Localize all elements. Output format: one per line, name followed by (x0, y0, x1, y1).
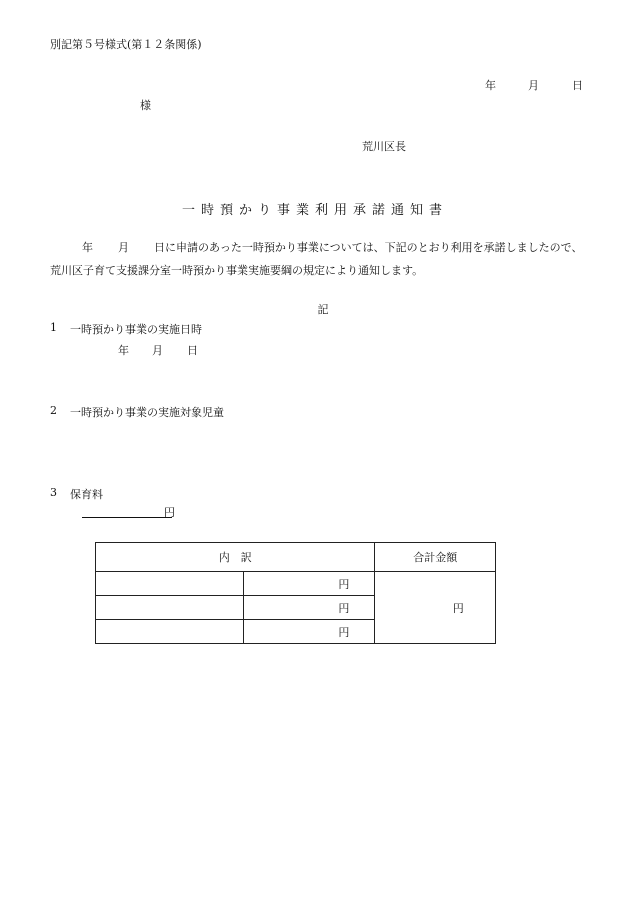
section-2-number: 2 (50, 404, 57, 417)
section-2-title: 一時預かり事業の実施対象児童 (70, 406, 224, 419)
header-breakdown: 内 訳 (96, 543, 375, 572)
issue-date-year: 年 (485, 79, 496, 92)
breakdown-amount-cell[interactable] (244, 572, 375, 596)
section-1-number: 1 (50, 321, 57, 334)
section-1-date-year: 年 (118, 344, 129, 357)
fee-unit: 円 (164, 506, 175, 519)
amount-unit: 円 (338, 601, 350, 615)
body-month: 月 (118, 241, 129, 254)
total-amount-cell[interactable] (375, 572, 496, 644)
document-title: 一時預かり事業利用承諾通知書 (181, 203, 448, 218)
body-paragraph-line2: 荒川区子育て支援課分室一時預かり事業実施要綱の規定により通知します。 (50, 264, 424, 277)
issuer: 荒川区長 (362, 140, 406, 153)
breakdown-item-cell[interactable] (96, 620, 244, 644)
body-line1-text: 日に申請のあった一時預かり事業については、下記のとおり利用を承諾しましたので、 (154, 241, 583, 254)
header-total: 合計金額 (375, 543, 496, 572)
table-row (96, 572, 496, 596)
fee-amount-blank[interactable] (82, 517, 172, 518)
section-1-date-month: 月 (152, 344, 163, 357)
amount-unit: 円 (338, 625, 350, 639)
breakdown-amount-cell[interactable] (244, 596, 375, 620)
issue-date-day: 日 (572, 79, 583, 92)
total-unit: 円 (452, 601, 464, 615)
section-3-number: 3 (50, 486, 57, 499)
section-1-date-day: 日 (187, 344, 198, 357)
form-label: 別記第５号様式(第１２条関係) (50, 38, 202, 51)
ki-heading: 記 (317, 303, 329, 316)
breakdown-amount-cell[interactable] (244, 620, 375, 644)
fee-breakdown-table (95, 542, 496, 644)
amount-unit: 円 (338, 577, 350, 591)
section-3-title: 保育料 (70, 488, 103, 501)
issue-date-month: 月 (528, 79, 539, 92)
body-year: 年 (82, 241, 93, 254)
addressee-suffix: 様 (140, 99, 151, 112)
section-1-title: 一時預かり事業の実施日時 (70, 323, 202, 336)
breakdown-item-cell[interactable] (96, 572, 244, 596)
table-header-row (96, 543, 496, 572)
breakdown-item-cell[interactable] (96, 596, 244, 620)
